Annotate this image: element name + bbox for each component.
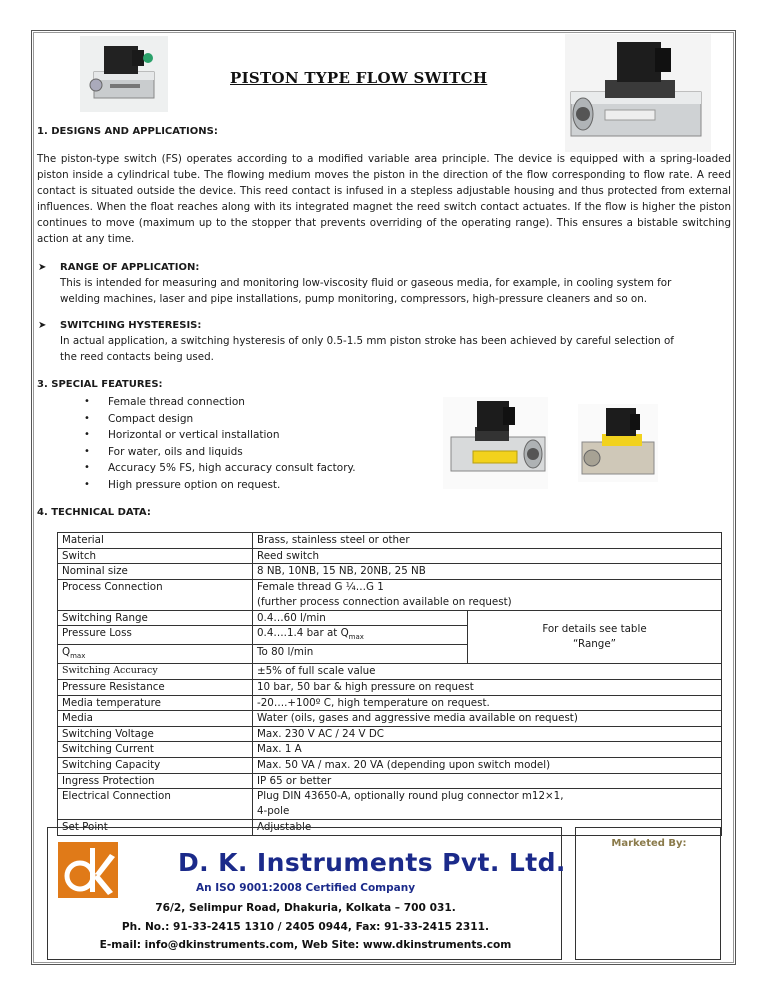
hysteresis-line-2: the reed contacts being used. (60, 351, 214, 363)
section1-body: The piston-type switch (FS) operates according to a modified variable area principle. The device is equipped with a spring-loaded piston inside a cylindrical tube. The flowing medium moves the piston in the direction of the flow corresponding to flow rate. A reed contact is situated outside the device. This reed contact is infused in a stepless adjustable housing and thus protected from external influences. When the float reaches along with its integrated magnet the reed switch contact actuates. If the flow is higher the piston continues to move (maximum up to the stopper that prevents overriding of the operating range). This ensures a bistable switching action at any time. (37, 153, 731, 245)
table-cell-label: Ingress Protection (58, 773, 253, 789)
process-line-2: (further process connection available on request) (257, 595, 512, 608)
company-name: D. K. Instruments Pvt. Ltd. (178, 848, 566, 877)
list-item: • Accuracy 5% FS, high accuracy consult factory. (84, 460, 356, 477)
pressure-loss-sub: max (348, 633, 364, 642)
table-cell-value: 10 bar, 50 bar & high pressure on request (253, 680, 722, 696)
range-app-body (60, 275, 732, 307)
table-cell-value: Max. 50 VA / max. 20 VA (depending upon switch model) (253, 758, 722, 774)
table-cell-label: Electrical Connection (58, 789, 253, 820)
section4-heading: 4. TECHNICAL DATA: (37, 507, 151, 518)
table-cell-label (58, 645, 253, 664)
table-cell-value: Water (oils, gases and aggressive media available on request) (253, 711, 722, 727)
table-cell-label: Media (58, 711, 253, 727)
table-cell-value: Adjustable (253, 820, 722, 836)
table-cell-value: Max. 1 A (253, 742, 722, 758)
table-row (58, 548, 722, 564)
table-cell-label: Switching Range (58, 610, 253, 626)
qmax-sub: max (70, 652, 86, 661)
company-phone: Ph. No.: 91-33-2415 1310 / 2405 0944, Fax: 91-33-2415 2311. (121, 921, 490, 933)
iso-certification: An ISO 9001:2008 Certified Company (195, 882, 416, 894)
product-image-top-left (80, 36, 168, 112)
table-cell-label: Switching Current (58, 742, 253, 758)
marketed-by-label: Marketed By: (611, 838, 687, 849)
table-row (58, 742, 722, 758)
electrical-line-1: Plug DIN 43650-A, optionally round plug connector m12×1, (257, 790, 564, 803)
table-cell-label: Pressure Loss (58, 626, 253, 645)
hysteresis-line-1: In actual application, a switching hysteresis of only 0.5-1.5 mm piston stroke has been achieved by careful selection of (60, 335, 674, 347)
table-row (58, 664, 722, 680)
table-row (58, 711, 722, 727)
table-cell-value (253, 579, 722, 610)
table-cell-label: Nominal size (58, 564, 253, 580)
table-row (58, 533, 722, 549)
range-note-line-2: “Range” (573, 638, 616, 651)
technical-data-table (57, 532, 722, 836)
table-cell-label: Switch (58, 548, 253, 564)
range-note-line-1: For details see table (542, 623, 647, 636)
table-cell-value: Brass, stainless steel or other (253, 533, 722, 549)
table-row (58, 789, 722, 820)
arrow-bullet-icon: ➤ (38, 262, 47, 273)
table-row (58, 758, 722, 774)
pressure-loss-value: 0.4….1.4 bar at Q (257, 627, 349, 640)
table-cell-label: Material (58, 533, 253, 549)
table-cell-label: Process Connection (58, 579, 253, 610)
table-cell-label: Switching Capacity (58, 758, 253, 774)
arrow-bullet-icon: ➤ (38, 320, 47, 331)
company-email: E-mail: info@dkinstruments.com, Web Site: www.dkinstruments.com (99, 939, 512, 951)
table-cell-value: IP 65 or better (253, 773, 722, 789)
list-item: • For water, oils and liquids (84, 444, 356, 461)
table-cell-label: Switching Voltage (58, 726, 253, 742)
table-cell-value: -20….+100º C, high temperature on request. (253, 695, 722, 711)
electrical-line-2: 4-pole (257, 805, 290, 818)
section3-heading: 3. SPECIAL FEATURES: (37, 379, 163, 390)
range-note-cell (468, 610, 722, 664)
table-cell-label: Pressure Resistance (58, 680, 253, 696)
product-image-feature-right (578, 404, 658, 482)
table-cell-value: 0.4…60 l/min (253, 610, 468, 626)
hysteresis-heading: SWITCHING HYSTERESIS: (60, 320, 202, 331)
table-cell-value (253, 626, 468, 645)
company-address: 76/2, Selimpur Road, Dhakuria, Kolkata – 700 031. (155, 902, 456, 914)
page-title: PISTON TYPE FLOW SWITCH (230, 69, 488, 87)
list-item: • Compact design (84, 411, 356, 428)
table-row (58, 564, 722, 580)
table-cell-value: To 80 l/min (253, 645, 468, 664)
table-cell-label: Set Point (58, 820, 253, 836)
process-line-1: Female thread G ¼…G 1 (257, 580, 384, 593)
table-row (58, 726, 722, 742)
table-cell-label: Switching Accuracy (58, 664, 253, 680)
range-app-heading: RANGE OF APPLICATION: (60, 262, 200, 273)
table-cell-value: Reed switch (253, 548, 722, 564)
range-app-line-2: welding machines, laser and pipe installations, pump monitoring, compressors, high-pressure cleaners and so on. (60, 293, 648, 305)
qmax-label: Q (62, 646, 71, 659)
range-app-line-1: This is intended for measuring and monitoring low-viscosity fluid or gaseous media, for example, in cooling system for (60, 277, 672, 289)
table-cell-value: 8 NB, 10NB, 15 NB, 20NB, 25 NB (253, 564, 722, 580)
table-cell-value: Max. 230 V AC / 24 V DC (253, 726, 722, 742)
table-row (58, 610, 722, 626)
list-item: • Female thread connection (84, 394, 356, 411)
list-item: • Horizontal or vertical installation (84, 427, 356, 444)
section1-heading: 1. DESIGNS AND APPLICATIONS: (37, 126, 218, 137)
table-cell-value: ±5% of full scale value (253, 664, 722, 680)
hysteresis-body (60, 333, 732, 365)
marketed-by-box (575, 827, 721, 960)
features-list (84, 394, 356, 494)
list-item: • High pressure option on request. (84, 477, 356, 494)
table-row (58, 695, 722, 711)
company-footer (47, 827, 566, 960)
table-cell-label: Media temperature (58, 695, 253, 711)
product-image-feature-left (443, 397, 548, 489)
table-row (58, 773, 722, 789)
table-cell-value (253, 789, 722, 820)
table-row (58, 579, 722, 610)
product-image-top-right (565, 34, 711, 152)
table-row (58, 680, 722, 696)
